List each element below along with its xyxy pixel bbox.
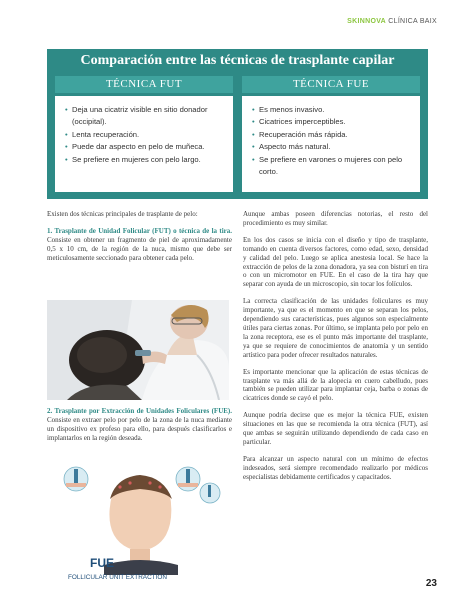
fue-illustration <box>60 465 224 583</box>
doctor-examining-scalp-photo <box>47 300 229 400</box>
process-step-icon <box>64 467 88 491</box>
list-item: • Cicatrices imperceptibles. <box>252 116 414 128</box>
left-text-column <box>47 210 232 271</box>
list-item: • Lenta recuperación. <box>65 129 227 141</box>
photo-illustration <box>47 300 229 400</box>
comparison-title: Comparación entre las técnicas de trasplante capilar <box>80 53 395 68</box>
right-text-column <box>243 210 428 490</box>
list-item: • Recuperación más rápida. <box>252 129 414 141</box>
paragraph: Es importante mencionar que la aplicación de estas técnicas de trasplante va más allá de la alopecia en cuero cabelludo, pues también se pueden utilizar para implantar ceja, barba o zonas de cicatrices donde se cayó el pelo. <box>243 367 428 403</box>
intro-paragraph: Existen dos técnicas principales de trasplante de pelo: <box>47 210 198 218</box>
list-item: • Deja una cicatriz visible en sitio donador (occipital). <box>65 104 227 129</box>
fut-heading: TÉCNICA FUT <box>55 76 233 93</box>
diagram-caption: FOLLICULAR UNIT EXTRACTION <box>68 574 167 581</box>
page-number: 23 <box>425 578 437 589</box>
fue-subheading: 2. Trasplante por Extracción de Unidades Foliculares (FUE). <box>47 407 232 415</box>
list-item: • Aspecto más natural. <box>252 141 414 153</box>
header-mark <box>347 18 437 25</box>
fue-paragraph <box>47 407 232 443</box>
paragraph: La correcta clasificación de las unidades foliculares es muy importante, ya que es el momento en que se separan los pelos, dependiendo sus características, pues algunos son especialmente útiles para ciertas zonas. Por último, se implanta pelo por pelo en la zona receptora, ese es el punto más importante del trasplante, ya que se requiere de conocimientos de anatomía y un sentido artístico para poder ofrecer resultados naturales. <box>243 297 428 359</box>
fut-paragraph <box>47 227 232 263</box>
fue-diagram <box>60 465 224 583</box>
diagram-label: FUE <box>90 556 114 570</box>
fue-list-box <box>242 96 420 192</box>
comparison-panel <box>47 49 428 199</box>
head-illustration <box>104 475 178 575</box>
paragraph: Aunque podría decirse que es mejor la técnica FUE, existen situaciones en las que se recomienda la otra técnica (FUT), así que ambas se seguirán utilizando dependiendo de cada caso en particular. <box>243 411 428 446</box>
brand-name: SKINNOVA <box>347 18 387 25</box>
list-item: • Es menos invasivo. <box>252 104 414 116</box>
paragraph: Para alcanzar un aspecto natural con un mínimo de efectos indeseados, será siempre recomendado realizarlo por médicos especialistas debidamente certificados y capacitados. <box>243 454 428 481</box>
list-item: • Puede dar aspecto en pelo de muñeca. <box>65 141 227 153</box>
left-text-column-lower <box>47 407 232 451</box>
fue-description: Consiste en extraer pelo por pelo de la zona de la nuca mediante un dispositivo ex profeso para ello, para después clasificarlos e implantarlos en la región deseada. <box>47 415 232 442</box>
fut-description: Consiste en obtener un fragmento de piel de aproximadamente 0,5 x 10 cm, de la región de la nuca, mismo que debe ser meticulosamente seccionado para obtener cada pelo. <box>47 235 232 262</box>
paragraph: Aunque ambas poseen diferencias notorias, el resto del procedimiento es muy similar. <box>243 210 428 227</box>
list-item: • Se prefiere en varones o mujeres con pelo corto. <box>252 154 414 179</box>
fut-list-box <box>55 96 233 192</box>
process-step-icon <box>200 483 220 503</box>
list-item: • Se prefiere en mujeres con pelo largo. <box>65 154 227 166</box>
paragraph: En los dos casos se inicia con el diseño y tipo de trasplante, tomando en cuenta diversos factores, como edad, sexo, densidad y calidad del pelo. Luego se aplica anestesia local. Se hace la extracción de pelos de la zona donadora, ya sea con bisturí en tira o con un micromotor en FUE. En el caso de la tira hay que separar con ayuda de un microscopio, sin tocar los folículos. <box>243 235 428 289</box>
fue-list <box>242 96 420 178</box>
fut-subheading: 1. Trasplante de Unidad Folicular (FUT) o técnica de la tira. <box>47 226 232 235</box>
fut-list <box>55 96 233 166</box>
process-step-icon <box>176 467 200 491</box>
section-name: CLÍNICA BAIX <box>388 18 437 25</box>
fue-heading: TÉCNICA FUE <box>242 76 420 93</box>
